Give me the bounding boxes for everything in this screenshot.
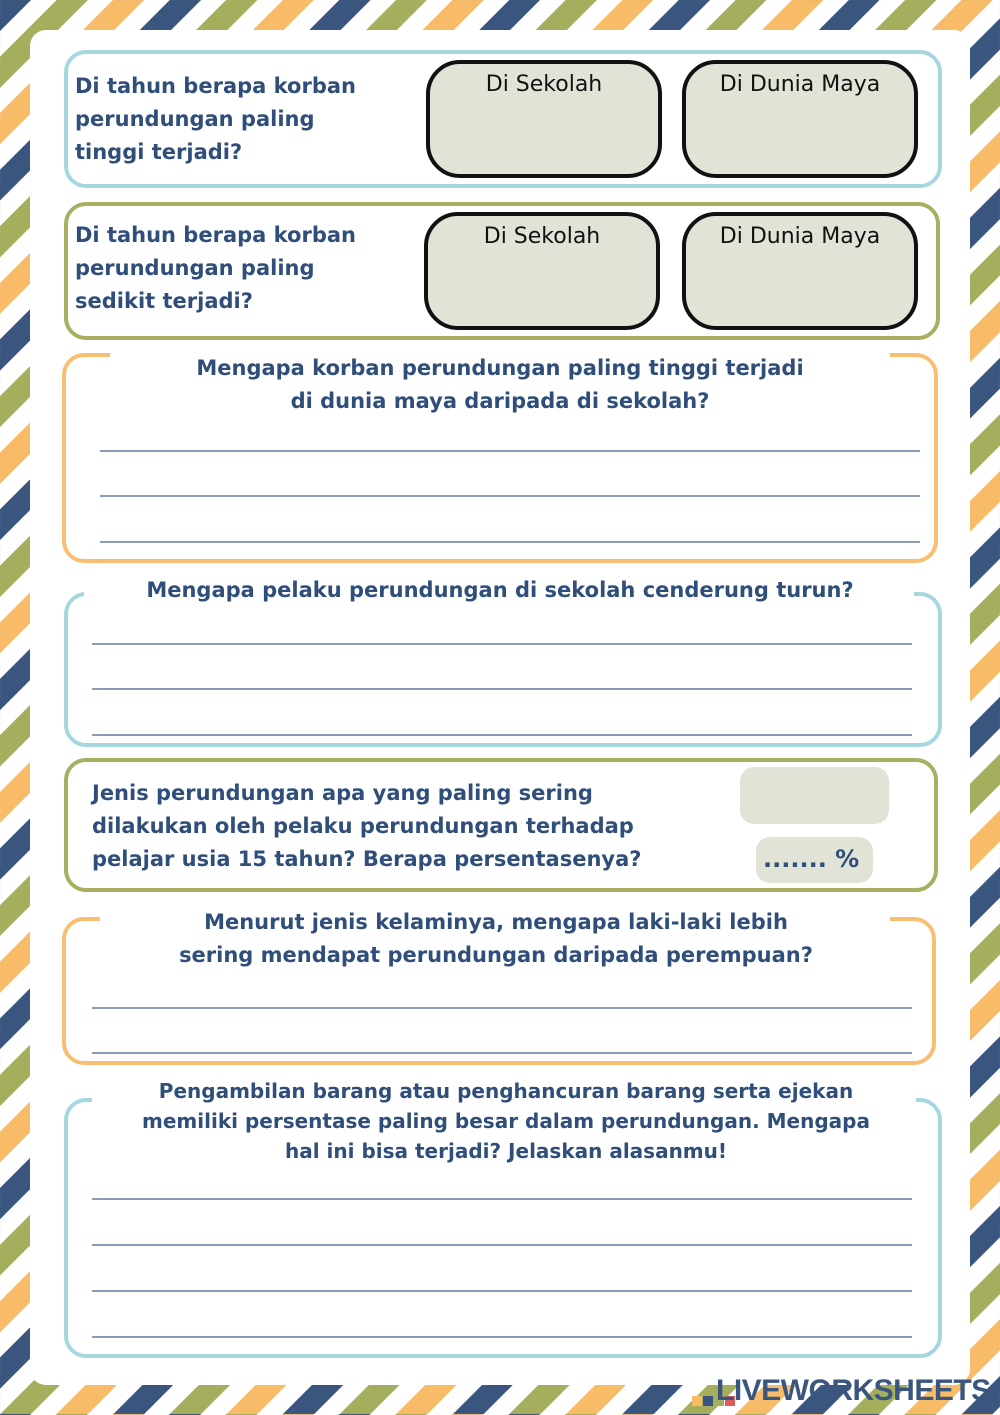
answer-line[interactable]	[92, 1052, 912, 1054]
answer-line[interactable]	[92, 1198, 912, 1200]
answer-box-online-lowest[interactable]: Di Dunia Maya	[682, 212, 918, 330]
percentage-label: ....... %	[763, 845, 860, 873]
liveworksheets-mark-icon	[692, 1381, 714, 1403]
question-6-text: Menurut jenis kelaminya, mengapa laki-laki lebih sering mendapat perundungan daripada perempuan?	[179, 910, 813, 967]
question-3-text: Mengapa korban perundungan paling tinggi terjadi di dunia maya daripada di sekolah?	[196, 356, 804, 413]
answer-line[interactable]	[92, 688, 912, 690]
answer-line[interactable]	[92, 1336, 912, 1338]
answer-line[interactable]	[92, 1007, 912, 1009]
answer-box-school-highest[interactable]: Di Sekolah	[426, 60, 662, 178]
answer-line[interactable]	[100, 541, 920, 543]
question-1-text: Di tahun berapa korban perundungan paling tinggi terjadi?	[75, 74, 356, 164]
answer-line[interactable]	[92, 643, 912, 645]
answer-line[interactable]	[92, 1290, 912, 1292]
answer-line[interactable]	[92, 1244, 912, 1246]
answer-line[interactable]	[100, 495, 920, 497]
answer-line[interactable]	[92, 734, 912, 736]
question-2-text: Di tahun berapa korban perundungan paling sedikit terjadi?	[75, 223, 356, 313]
answer-box-online-highest[interactable]: Di Dunia Maya	[682, 60, 918, 178]
question-4-text: Mengapa pelaku perundungan di sekolah cenderung turun?	[146, 578, 854, 602]
bullying-type-input[interactable]	[740, 767, 889, 824]
answer-box-school-lowest[interactable]: Di Sekolah	[424, 212, 660, 330]
question-card-4	[64, 592, 942, 747]
liveworksheets-logo	[692, 1374, 992, 1408]
question-7-text: Pengambilan barang atau penghancuran barang serta ejekan memiliki persentase paling besar dalam perundungan. Mengapa hal ini bisa terjadi? Jelaskan alasanmu!	[142, 1079, 870, 1163]
question-5-text: Jenis perundungan apa yang paling sering dilakukan oleh pelaku perundungan terhadap pelajar usia 15 tahun? Berapa persentasenya?	[92, 781, 642, 871]
answer-line[interactable]	[100, 450, 920, 452]
brand-name: LIVEWORKSHEETS	[716, 1374, 991, 1407]
